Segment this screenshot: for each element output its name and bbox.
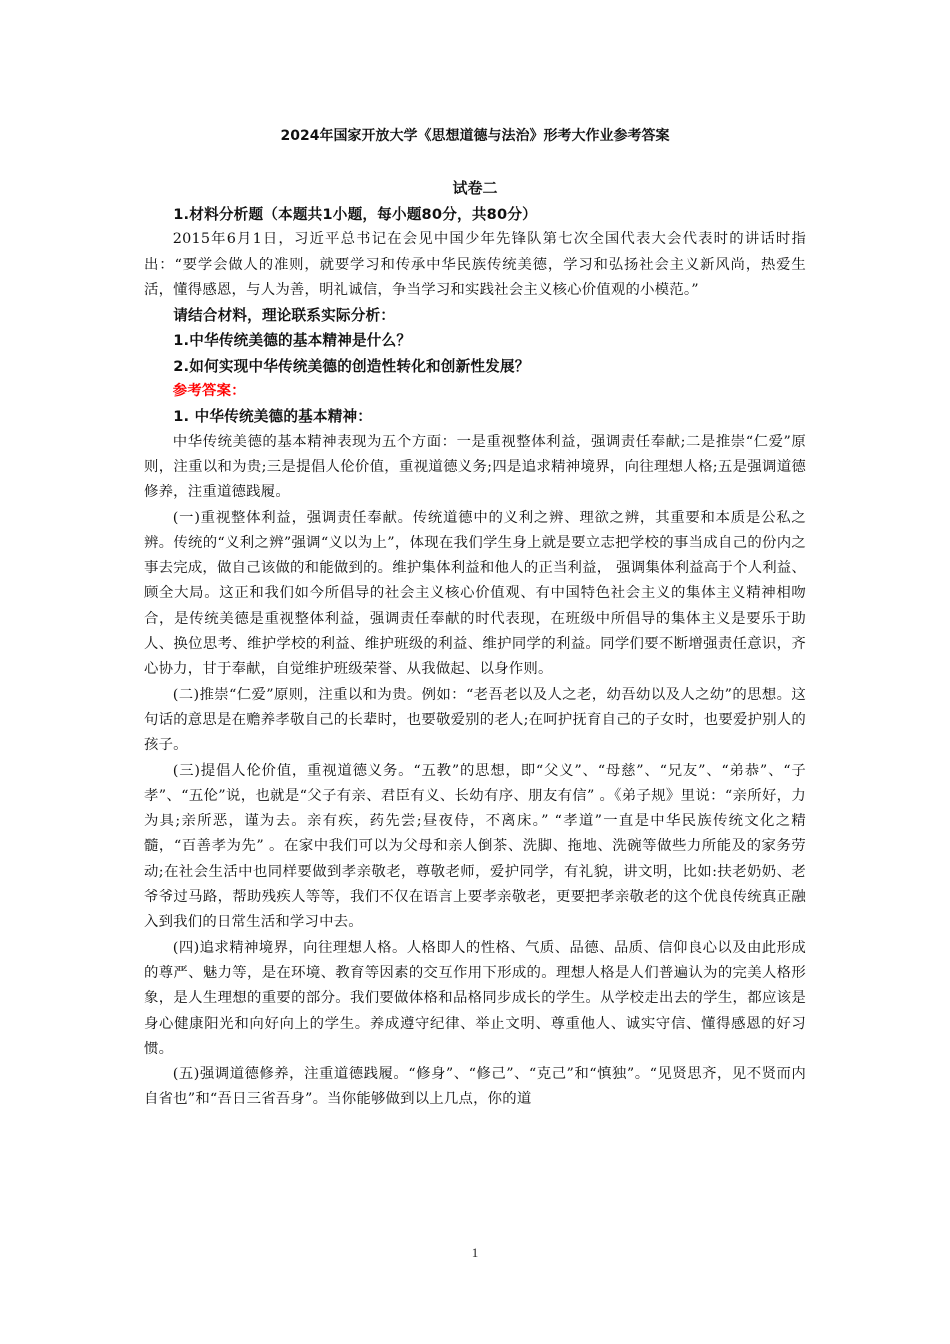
paragraph-1: (一)重视整体利益，强调责任奉献。传统道德中的义利之辨、理欲之辨，其重要和本质是公私之辨。传统的“义利之辨”强调“义以为上”，体现在我们学生身上就是要立志把学校的事当成自己的份内之事去完成，做自己该做的和能做到的。维护集体利益和他人的正当利益， 强调集体利益高于个人利益、顾全大局。这正和我们如今所倡导的社会主义核心价值观、有中国特色社会主义的集体主义精神相吻合，是传统美德是重视整体利益，强调责任奉献的时代表现，在班级中所倡导的集体主义是要乐于助人、换位思考、维护学校的利益、维护班级的利益、维护同学的利益。同学们要不断增强责任意识，齐心协力，甘于奉献，自觉维护班级荣誉、从我做起、以身作则。: [144, 509, 806, 678]
paragraph-3: (三)提倡人伦价值，重视道德义务。“五教”的思想，即“父义”、“母慈”、“兄友”、“弟恭”、“子孝”、“五伦”说，也就是“父子有亲、君臣有义、长幼有序、朋友有信” 。《弟子规》里说：“亲所好，力为具;亲所恶，谨为去。亲有疾，药先尝;昼夜侍，不离床。” “孝道”一直是中华民族传统文化之精髓，“百善孝为先” 。在家中我们可以为父母和亲人倒茶、洗脚、拖地、洗碗等做些力所能及的家务劳动;在社会生活中也同样要做到孝亲敬老，尊敬老师，爱护同学，有礼貌，讲文明，比如:扶老奶奶、老爷爷过马路，帮助残疾人等等，我们不仅在语言上要孝亲敬老，更要把孝亲敬老的这个优良传统真正融入到我们的日常生活和学习中去。: [144, 762, 806, 931]
answer-label: 参考答案：: [172, 383, 246, 400]
question-1: 1.中华传统美德的基本精神是什么？: [173, 332, 412, 350]
document-title: 2024年国家开放大学《思想道德与法治》形考大作业参考答案: [280, 128, 670, 144]
paragraph-2: (二)推崇“仁爱”原则，注重以和为贵。例如：“老吾老以及人之老，幼吾幼以及人之幼”的思想。这句话的意思是在赡养孝敬自己的长辈时，也要敬爱别的老人;在呵护抚育自己的子女时，也要爱护别人的孩子。: [144, 686, 806, 754]
instruction-line: 请结合材料，理论联系实际分析：: [173, 307, 396, 325]
summary-paragraph: 中华传统美德的基本精神表现为五个方面：一是重视整体利益，强调责任奉献;二是推崇“仁爱”原则，注重以和为贵;三是提倡人伦价值，重视道德义务;四是追求精神境界，向往理想人格;五是强调道德修养，注重道德践履。: [144, 433, 806, 501]
paragraph-5: (五)强调道德修养，注重道德践履。“修身”、“修己”、“克己”和“慎独”。“见贤思齐，见不贤而内自省也”和“吾日三省吾身”。当你能够做到以上几点，你的道: [144, 1066, 806, 1108]
document-body: [144, 124, 806, 1113]
material-paragraph: 2015年6月1日，习近平总书记在会见中国少年先锋队第七次全国代表大会代表时的讲话时指出：“要学会做人的准则，就要学习和传承中华民族传统美德，学习和弘扬社会主义新风尚，热爱生活，懂得感恩，与人为善，明礼诚信，争当学习和实践社会主义核心价值观的小模范。”: [144, 231, 806, 298]
page-number: 1: [471, 1245, 479, 1260]
paragraph-4: (四)追求精神境界，向往理想人格。人格即人的性格、气质、品德、品质、信仰良心以及由此形成的尊严、魅力等，是在环境、教育等因素的交互作用下形成的。理想人格是人们普遍认为的完美人格形象，是人生理想的重要的部分。我们要做体格和品格同步成长的学生。从学校走出去的学生，都应该是身心健康阳光和向好向上的学生。养成遵守纪律、举止文明、尊重他人、诚实守信、懂得感恩的好习惯。: [144, 939, 806, 1057]
question-heading: 1.材料分析题（本题共1小题，每小题80分，共80分）: [173, 206, 537, 223]
exam-subtitle: 试卷二: [452, 179, 498, 197]
question-2: 2.如何实现中华传统美德的创造性转化和创新性发展？: [173, 357, 530, 375]
answer-1-heading: 1. 中华传统美德的基本精神：: [173, 408, 373, 426]
